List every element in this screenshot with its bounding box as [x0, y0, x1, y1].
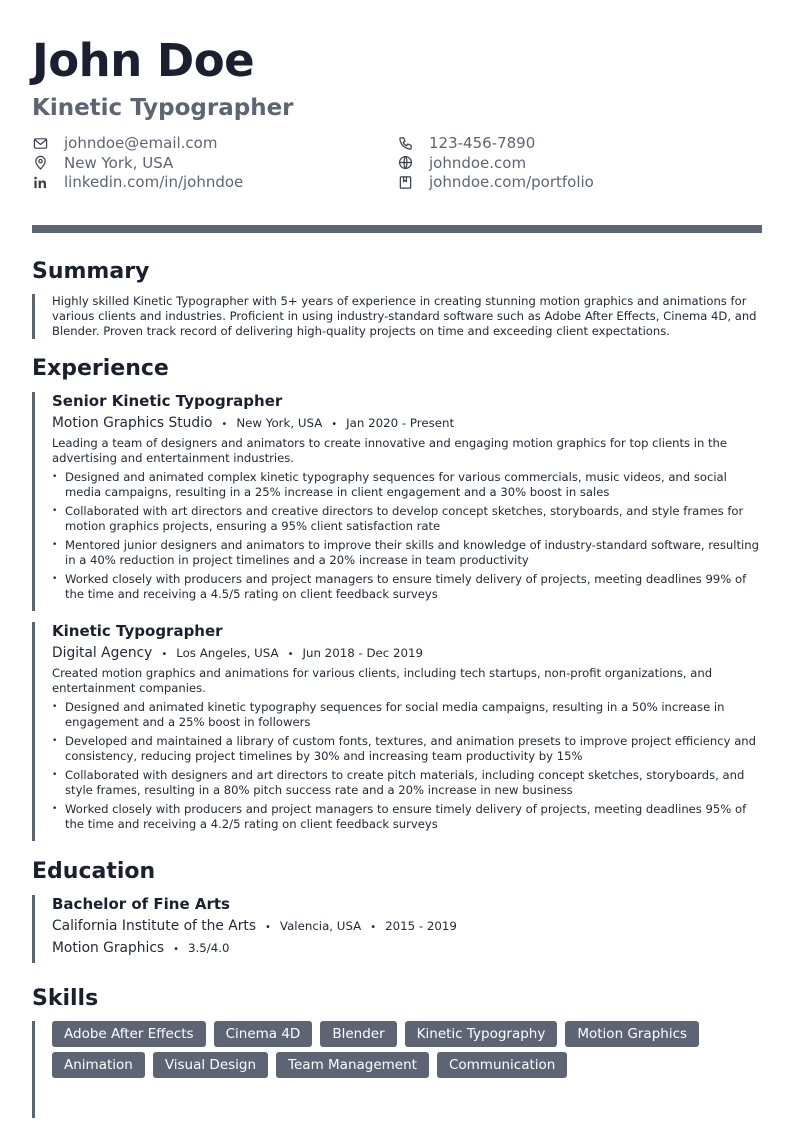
skill-chip: Communication [437, 1052, 567, 1078]
job-bullets [52, 470, 762, 602]
separator-dot: • [331, 418, 338, 430]
job-meta [52, 644, 762, 664]
job-location: Los Angeles, USA [176, 645, 279, 660]
contact-website-text: johndoe.com [429, 153, 527, 172]
job-title: Senior Kinetic Typographer [52, 391, 283, 410]
resume-page [32, 34, 762, 1118]
list-item: • Designed and animated complex kinetic typography sequences for various commercials, music videos, and social media campaigns, resulting in a 25% increase in client engagement and a 30% boost in sales [52, 470, 762, 500]
contact-location-text: New York, USA [64, 153, 174, 172]
list-item: • Collaborated with designers and art directors to create pitch materials, including concept sketches, storyboards, and style frames, resulting in a 80% pitch success rate and a 20% increase in new business [52, 768, 762, 798]
contact-email-text: johndoe@email.com [64, 134, 218, 153]
job-entry [32, 622, 762, 841]
job-title: Kinetic Typographer [52, 621, 223, 640]
list-item: • Designed and animated kinetic typography sequences for social media campaigns, resulting in a 50% increase in engagement and a 25% boost in followers [52, 700, 762, 730]
job-entry [32, 392, 762, 611]
education-heading: Education [32, 858, 156, 884]
separator-dot: • [221, 418, 228, 430]
summary-text: Highly skilled Kinetic Typographer with 5+ years of experience in creating stunning motion graphics and animations for various clients and industries. Proficient in using industry-standard software such as Adobe After Effects, Cinema 4D, and Blender. Proven track record of delivering high-quality projects on time and exceeding client expectations. [32, 294, 762, 339]
contact-list [32, 134, 762, 192]
summary-heading: Summary [32, 258, 150, 284]
skills-block [32, 1021, 762, 1118]
skill-chip: Motion Graphics [565, 1021, 699, 1047]
field-of-study: Motion Graphics [52, 939, 165, 956]
job-description: Created motion graphics and animations for various clients, including tech startups, non-profit organizations, and entertainment companies. [52, 665, 713, 695]
contact-portfolio-text: johndoe.com/portfolio [429, 173, 594, 192]
school-name: California Institute of the Arts [52, 917, 257, 934]
company-name: Digital Agency [52, 644, 153, 661]
list-item: • Mentored junior designers and animators to improve their skills and knowledge of industry-standard software, resulting in a 40% reduction in project timelines and a 20% increase in team productivity [52, 538, 762, 568]
header-divider [32, 225, 762, 233]
education-field-meta [52, 939, 762, 959]
company-name: Motion Graphics Studio [52, 414, 213, 431]
list-item: • Worked closely with producers and project managers to ensure timely delivery of projects, meeting deadlines 99% of the time and receiving a 4.5/5 rating on client feedback surveys [52, 572, 762, 602]
skill-chip: Visual Design [153, 1052, 268, 1078]
list-item: • Developed and maintained a library of custom fonts, textures, and animation presets to improve project efficiency and consistency, reducing project timelines by 30% and increasing team productivity by 15% [52, 734, 762, 764]
degree: Bachelor of Fine Arts [52, 894, 230, 913]
school-location: Valencia, USA [279, 918, 362, 933]
contact-linkedin[interactable] [32, 173, 397, 192]
portfolio-icon [397, 174, 413, 190]
experience-heading: Experience [32, 355, 169, 381]
skill-chip: Blender [320, 1021, 396, 1047]
skill-chip: Cinema 4D [214, 1021, 313, 1047]
separator-dot: • [161, 648, 168, 660]
job-dates: Jun 2018 - Dec 2019 [302, 645, 424, 660]
separator-dot: • [265, 921, 271, 933]
contact-phone-text: 123-456-7890 [429, 134, 536, 153]
skill-chip: Adobe After Effects [52, 1021, 206, 1047]
contact-email[interactable] [32, 134, 397, 153]
job-dates: Jan 2020 - Present [346, 415, 455, 430]
gpa: 3.5/4.0 [188, 940, 230, 955]
globe-icon [397, 155, 413, 171]
candidate-name: John Doe [32, 34, 255, 87]
list-item: • Collaborated with art directors and creative directors to develop concept sketches, storyboards, and style frames for motion graphics projects, ensuring a 95% client satisfaction rate [52, 504, 762, 534]
skill-chips [52, 1021, 752, 1078]
contact-website[interactable] [397, 154, 762, 173]
education-entry [32, 895, 762, 963]
linkedin-icon [32, 174, 48, 190]
contact-phone[interactable] [397, 134, 762, 153]
skill-chip: Kinetic Typography [405, 1021, 558, 1047]
job-location: New York, USA [236, 415, 323, 430]
skill-chip: Animation [52, 1052, 145, 1078]
contact-portfolio[interactable] [397, 173, 762, 192]
education-dates: 2015 - 2019 [385, 918, 457, 933]
email-icon [32, 135, 48, 151]
location-icon [32, 155, 48, 171]
phone-icon [397, 135, 413, 151]
skill-chip: Team Management [276, 1052, 429, 1078]
list-item: • Worked closely with producers and project managers to ensure timely delivery of projects, meeting deadlines 95% of the time and receiving a 4.2/5 rating on client feedback surveys [52, 802, 762, 832]
contact-location [32, 154, 397, 173]
job-title-headline: Kinetic Typographer [32, 95, 294, 121]
separator-dot: • [287, 648, 294, 660]
job-meta [52, 414, 762, 434]
education-meta [52, 917, 762, 937]
job-bullets [52, 700, 762, 832]
separator-dot: • [173, 943, 179, 955]
job-description: Leading a team of designers and animators to create innovative and engaging motion graphics for top clients in the advertising and entertainment industries. [52, 435, 728, 465]
separator-dot: • [370, 921, 377, 933]
contact-linkedin-text: linkedin.com/in/johndoe [64, 173, 244, 192]
skills-heading: Skills [32, 985, 99, 1011]
